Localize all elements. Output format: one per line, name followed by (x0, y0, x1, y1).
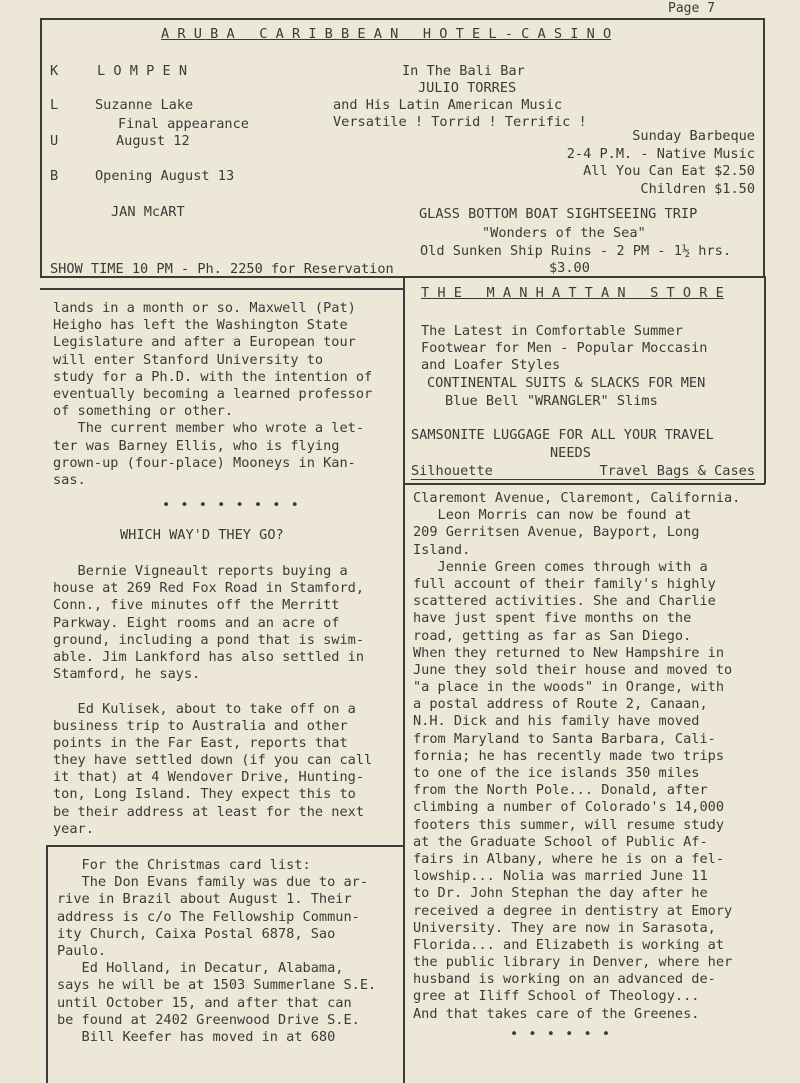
article-line: says he will be at 1503 Summerlane S.E. (57, 977, 377, 994)
aruba-ad-title: A R U B A C A R I B B E A N H O T E L - C A S I N O (161, 26, 612, 42)
christmas-box-top (46, 845, 404, 847)
silhouette-brand: Silhouette (411, 463, 493, 479)
manhattan-border-right (764, 276, 766, 484)
boat-trip-price: $3.00 (549, 260, 590, 276)
boat-trip-subtitle: "Wonders of the Sea" (482, 225, 646, 241)
ad-border-top (40, 18, 764, 20)
boat-trip-details: Old Sunken Ship Ruins - 2 PM - 1½ hrs. (420, 243, 731, 259)
left-column-top-rule (40, 288, 404, 290)
article-line: be their address at least for the next (53, 803, 364, 820)
article-line: house at 269 Red Fox Road in Stamford, (53, 580, 364, 597)
christmas-box-left (46, 845, 48, 1083)
opening-date: Opening August 13 (95, 168, 235, 184)
article-line: June they sold their house and moved to (413, 661, 733, 678)
manhattan-line: and Loafer Styles (421, 357, 561, 373)
article-line: received a degree in dentistry at Emory (413, 902, 733, 919)
luggage-needs: NEEDS (550, 445, 591, 461)
ad-border-left (40, 18, 42, 276)
article-line: at the Graduate School of Public Af- (413, 833, 708, 850)
article-line: And that takes care of the Greenes. (413, 1005, 700, 1022)
article-line: climbing a number of Colorado's 14,000 (413, 799, 724, 816)
ad-border-right (763, 18, 765, 276)
show-time: SHOW TIME 10 PM - Ph. 2250 for Reservation (50, 261, 394, 277)
article-line: Island. (413, 541, 471, 558)
article-line: University. They are now in Sarasota, (413, 919, 716, 936)
article-line: Claremont Avenue, Claremont, California. (413, 490, 741, 506)
article-line: gree at Iliff School of Theology... (413, 988, 700, 1005)
manhattan-line: CONTINENTAL SUITS & SLACKS FOR MEN (427, 375, 706, 391)
article-line: it that) at 4 Wendover Drive, Hunting- (53, 769, 364, 786)
samsonite-luggage: SAMSONITE LUGGAGE FOR ALL YOUR TRAVEL (411, 427, 714, 443)
article-line: Legislature and after a European tour (53, 334, 356, 351)
article-line: ter was Barney Ellis, who is flying (53, 437, 340, 454)
article-line: husband is working on an advanced de- (413, 971, 716, 988)
article-line: able. Jim Lankford has also settled in (53, 648, 364, 665)
manhattan-line: The Latest in Comfortable Summer (421, 323, 683, 339)
performer-suzanne-lake: Suzanne Lake (95, 97, 194, 113)
article-line: from Maryland to Santa Barbara, Cali- (413, 730, 716, 747)
article-line: Conn., five minutes off the Merritt (53, 597, 340, 614)
article-line: Jennie Green comes through with a (413, 558, 708, 575)
article-line: Ed Kulisek, about to take off on a (53, 700, 356, 717)
barbeque-children-price: Children $1.50 (640, 181, 755, 197)
article-line: Florida... and Elizabeth is working at (413, 936, 724, 953)
article-line: Bernie Vigneault reports buying a (53, 563, 348, 579)
article-line: of something or other. (53, 403, 234, 420)
article-line: business trip to Australia and other (53, 717, 348, 734)
article-line: scattered activities. She and Charlie (413, 593, 716, 610)
article-line: footers this summer, will resume study (413, 816, 724, 833)
manhattan-border-bottom (403, 483, 765, 485)
article-line: full account of their family's highly (413, 575, 716, 592)
section-divider-dots: • • • • • • • • (162, 497, 300, 513)
article-line: until October 15, and after that can (57, 994, 352, 1011)
klub-letter-l: L (50, 97, 59, 113)
article-line: The Don Evans family was due to ar- (57, 874, 368, 891)
article-line: will enter Stanford University to (53, 351, 324, 368)
page-number: Page 7 (668, 1, 715, 16)
article-line: Paulo. (57, 942, 107, 959)
article-line: The current member who wrote a let- (53, 420, 364, 437)
barbeque-price: All You Can Eat $2.50 (583, 163, 755, 179)
article-line: ton, Long Island. They expect this to (53, 786, 356, 803)
performer-jan-mcart: JAN McART (111, 204, 185, 220)
klompen-name: L O M P E N (97, 63, 188, 79)
article-line: Leon Morris can now be found at (413, 507, 692, 524)
boat-trip-title: GLASS BOTTOM BOAT SIGHTSEEING TRIP (419, 206, 698, 222)
article-line: lowship... Nolia was married June 11 (413, 868, 708, 885)
bar-performer: JULIO TORRES (418, 80, 517, 96)
final-date: August 12 (116, 133, 190, 149)
article-line: ity Church, Caixa Postal 6878, Sao (57, 925, 336, 942)
section-heading: WHICH WAY'D THEY GO? (120, 527, 284, 543)
article-line: they have settled down (if you can call (53, 752, 373, 769)
left-article-column (53, 300, 372, 489)
klub-letter-b: B (50, 168, 59, 184)
article-line: rive in Brazil about August 1. Their (57, 891, 352, 908)
article-line: lands in a month or so. Maxwell (Pat) (53, 300, 356, 316)
barbeque-title: Sunday Barbeque (632, 128, 755, 144)
bali-bar: In The Bali Bar (402, 63, 525, 79)
right-article-column (413, 490, 740, 1023)
article-line: sas. (53, 471, 86, 488)
article-line: to one of the ice islands 350 miles (413, 765, 700, 781)
article-line: ground, including a pond that is swim- (53, 631, 364, 648)
article-line: Ed Holland, in Decatur, Alabama, (57, 960, 344, 977)
article-line: fornia; he has recently made two trips (413, 747, 724, 764)
barbeque-time: 2-4 P.M. - Native Music (566, 146, 755, 162)
article-line: study for a Ph.D. with the intention of (53, 368, 373, 385)
end-divider-dots: • • • • • • (510, 1026, 612, 1042)
article-line: road, getting as far as San Diego. (413, 627, 692, 644)
tagline: Versatile ! Torrid ! Terrific ! (333, 114, 587, 130)
article-line: to Dr. John Stephan the day after he (413, 885, 708, 902)
travel-bags: Travel Bags & Cases (599, 463, 755, 479)
christmas-card-list (57, 857, 376, 1046)
article-line: Heigho has left the Washington State (53, 317, 348, 334)
column-divider (403, 484, 405, 1083)
manhattan-line: Blue Bell "WRANGLER" Slims (445, 393, 658, 409)
article-line: "a place in the woods" in Orange, with (413, 679, 724, 696)
left-article-column-2 (53, 563, 372, 838)
article-line: N.H. Dick and his family have moved (413, 713, 700, 730)
article-line: For the Christmas card list: (57, 857, 311, 873)
article-line: have just spent five months on the (413, 610, 692, 627)
manhattan-title: T H E M A N H A T T A N S T O R E (421, 285, 724, 301)
article-line: Stamford, he says. (53, 666, 201, 683)
silhouette-underline (411, 479, 755, 480)
manhattan-line: Footwear for Men - Popular Moccasin (421, 340, 708, 356)
article-line: address is c/o The Fellowship Commun- (57, 908, 360, 925)
klub-letter-u: U (50, 133, 59, 149)
article-line: a postal address of Route 2, Canaan, (413, 696, 708, 713)
article-line: Parkway. Eight rooms and an acre of (53, 614, 340, 631)
article-line: grown-up (four-place) Mooneys in Kan- (53, 454, 356, 471)
article-line: from the North Pole... Donald, after (413, 782, 708, 799)
article-line: year. (53, 820, 94, 837)
article-line: be found at 2402 Greenwood Drive S.E. (57, 1011, 360, 1028)
article-line: eventually becoming a learned professor (53, 385, 373, 402)
latin-music: and His Latin American Music (333, 97, 563, 113)
klub-letter-k: K (50, 63, 59, 79)
article-line: 209 Gerritsen Avenue, Bayport, Long (413, 524, 700, 541)
final-appearance: Final appearance (118, 116, 249, 132)
manhattan-border-left (403, 276, 405, 484)
article-line: the public library in Denver, where her (413, 954, 733, 971)
article-line: Bill Keefer has moved in at 680 (57, 1028, 336, 1045)
article-line: fairs in Albany, where he is on a fel- (413, 850, 724, 867)
article-line: When they returned to New Hampshire in (413, 644, 724, 661)
article-line: points in the Far East, reports that (53, 734, 348, 751)
